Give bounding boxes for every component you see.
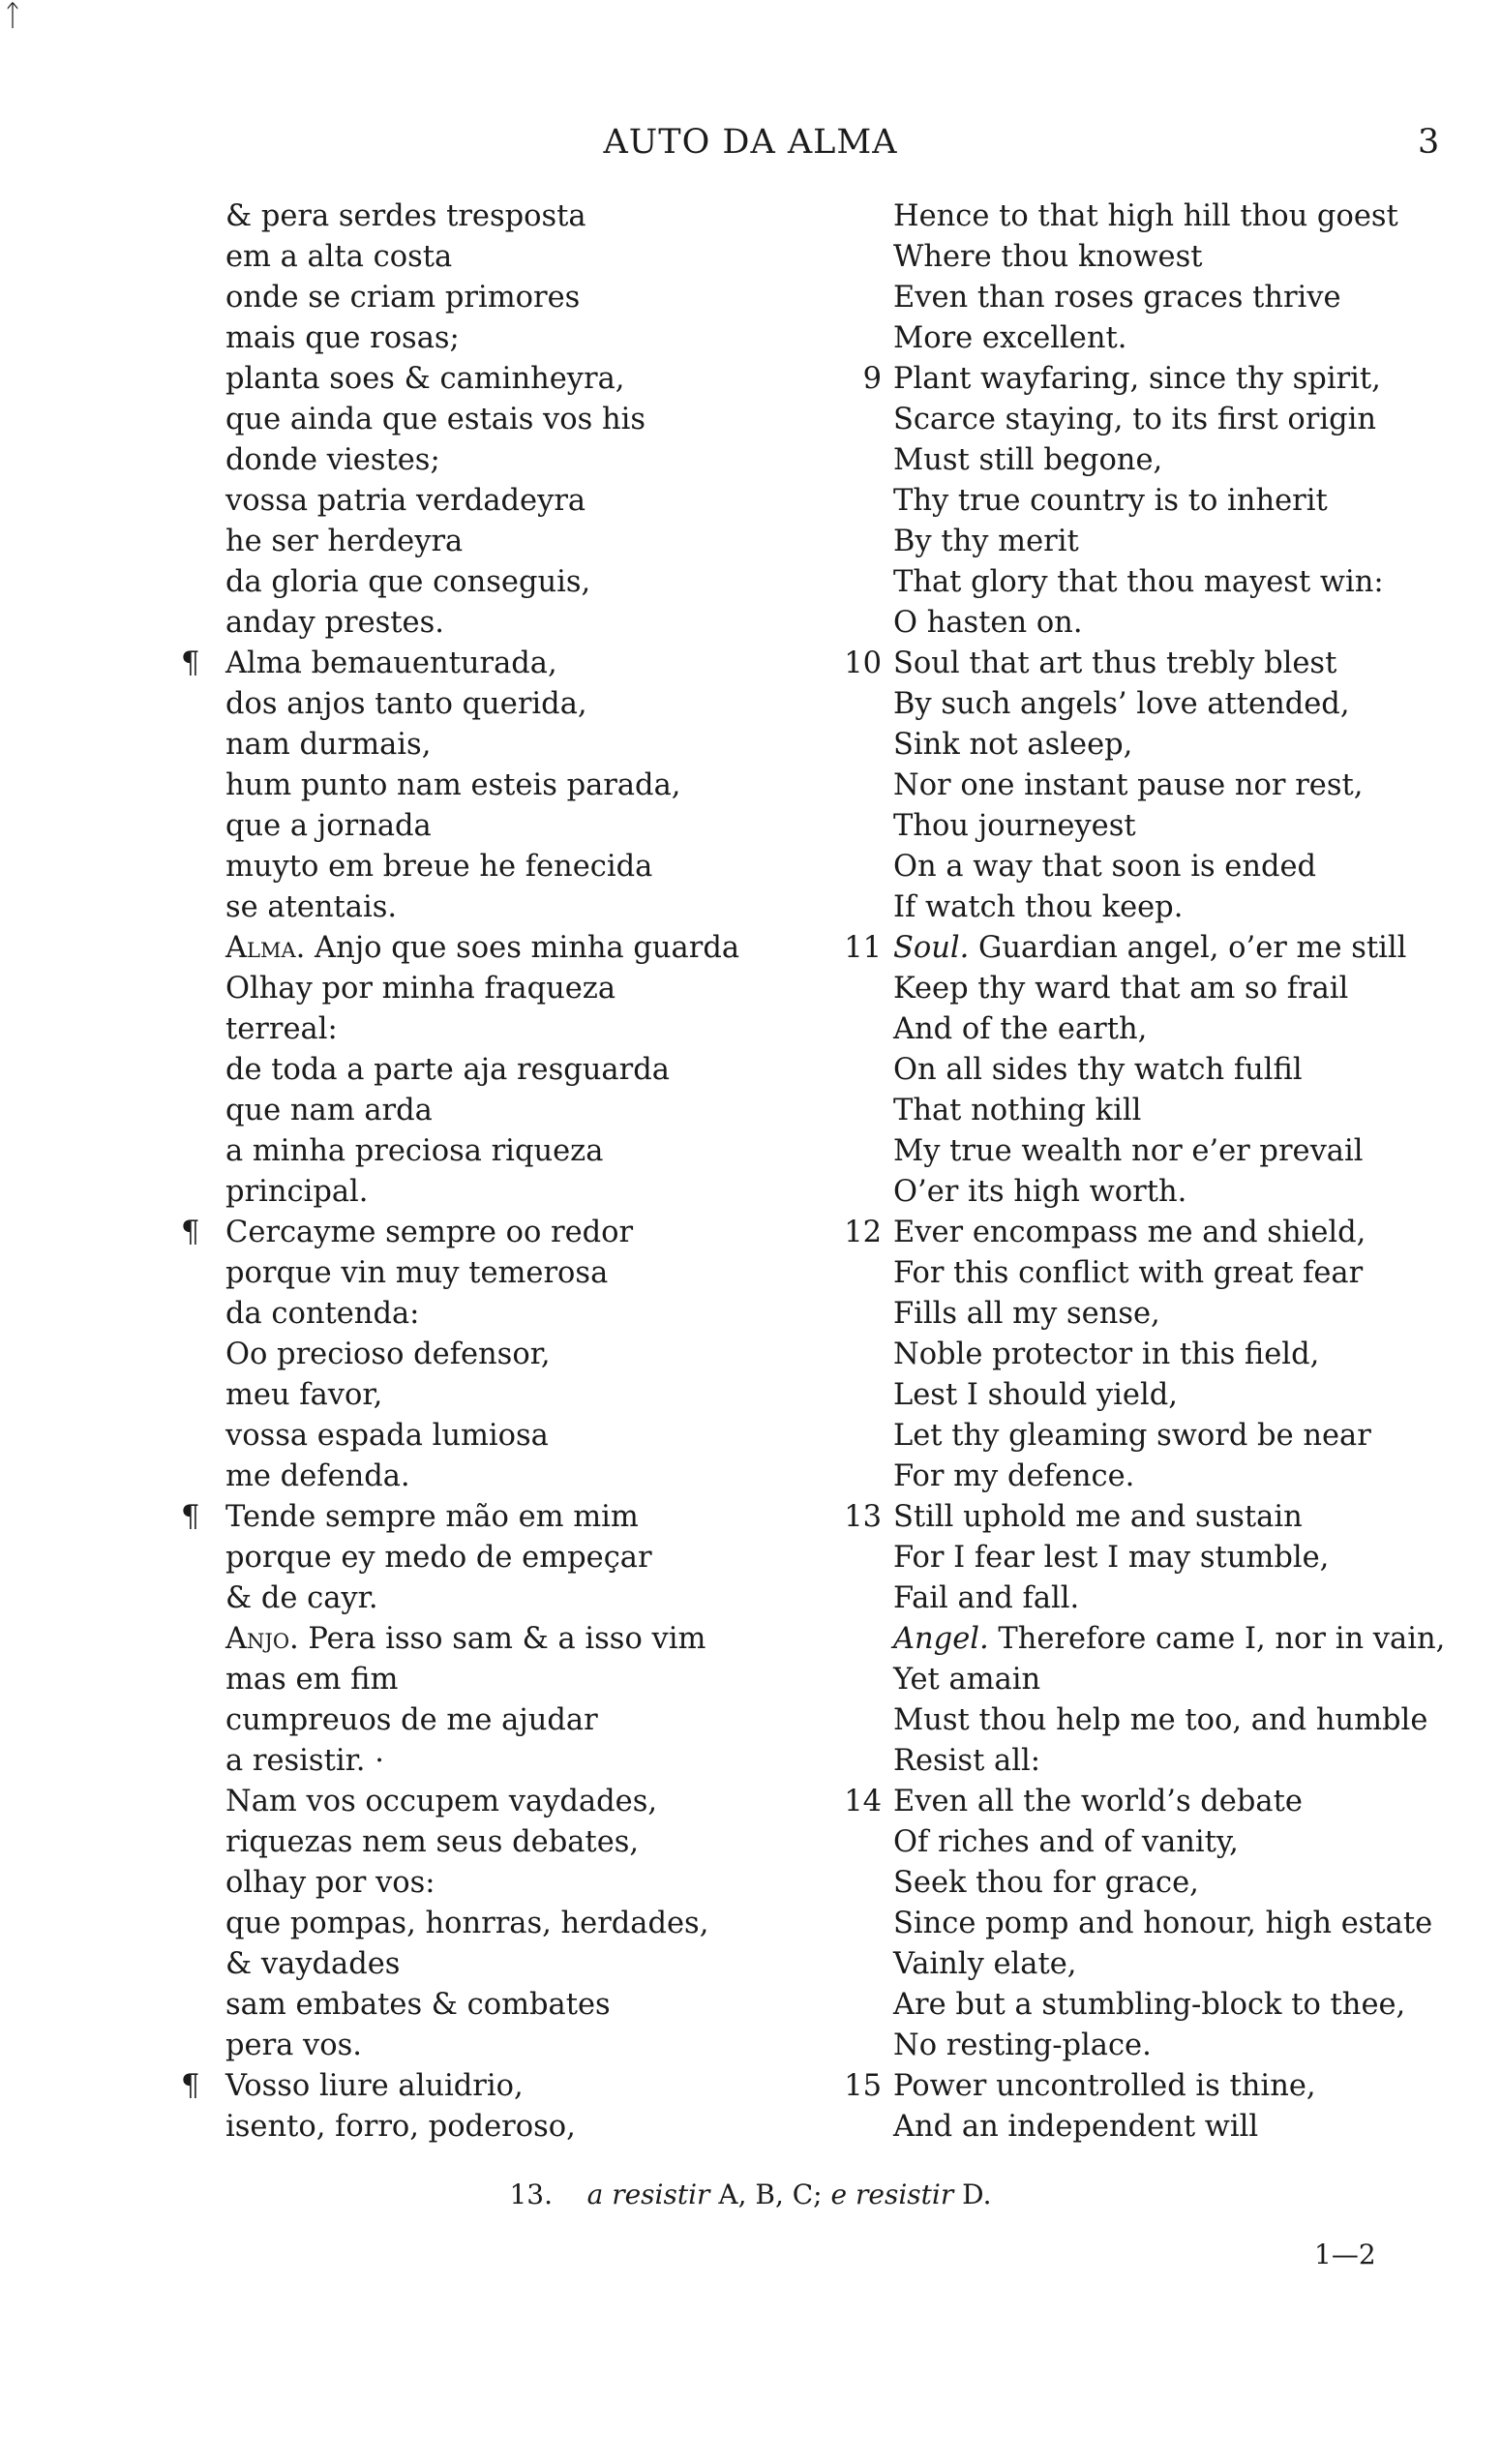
verse-text: pera vos.	[225, 2028, 362, 2062]
verse-text: For this conflict with great fear	[893, 1256, 1364, 1290]
verse-text: Must thou help me too, and humble	[893, 1703, 1428, 1737]
verse-text: principal.	[225, 1175, 369, 1209]
stanza-number: 12	[844, 1216, 882, 1249]
verse-line	[169, 928, 798, 969]
verse-text: Since pomp and honour, high estate	[893, 1907, 1433, 1940]
verse-line	[827, 1700, 1486, 1741]
verse-line	[827, 1050, 1486, 1091]
verse-line	[827, 1944, 1486, 1985]
verse-text: me defenda.	[225, 1459, 410, 1493]
verse-line	[169, 1050, 798, 1091]
verse-line	[169, 1782, 798, 1822]
verse-text: dos anjos tanto querida,	[225, 687, 587, 721]
verse-line	[169, 1335, 798, 1375]
verse-text: hum punto nam esteis parada,	[225, 768, 681, 802]
verse-text: donde viestes;	[225, 443, 440, 477]
verse-text: Seek thou for grace,	[893, 1866, 1199, 1900]
verse-text: Scarce staying, to its first origin	[893, 403, 1377, 436]
verse-line	[169, 1091, 798, 1131]
verse-line	[169, 1863, 798, 1904]
verse-line	[169, 1741, 798, 1782]
verse-text: meu favor,	[225, 1378, 383, 1412]
verse-line	[169, 278, 798, 318]
page-number: 3	[1418, 123, 1440, 162]
verse-text: Noble protector in this field,	[893, 1337, 1320, 1371]
verse-line	[169, 1172, 798, 1213]
verse-text: Power uncontrolled is thine,	[893, 2069, 1316, 2103]
verse-line	[827, 481, 1486, 522]
footnote-reading-a: a resistir	[586, 2179, 710, 2210]
textual-footnote	[0, 2176, 1501, 2214]
verse-text: Hence to that high hill thou goest	[893, 199, 1398, 233]
verse-line	[169, 1457, 798, 1497]
verse-text: olhay por vos:	[225, 1866, 435, 1900]
verse-text: Tende sempre mão em mim	[225, 1500, 639, 1534]
verse-line	[827, 1335, 1486, 1375]
verse-text: planta soes & caminheyra,	[225, 362, 625, 396]
verse-line	[827, 1782, 1486, 1822]
verse-line	[827, 928, 1486, 969]
verse-line	[169, 1660, 798, 1700]
verse-line	[169, 806, 798, 847]
verse-line	[169, 2107, 798, 2148]
verse-text: porque vin muy temerosa	[225, 1256, 609, 1290]
verse-line	[827, 2066, 1486, 2107]
footnote-sources-b: D.	[962, 2179, 992, 2210]
verse-text: Where thou knowest	[893, 240, 1203, 274]
verse-text: Yet amain	[893, 1663, 1041, 1697]
verse-line	[827, 1660, 1486, 1700]
verse-text: Cercayme sempre oo redor	[225, 1216, 634, 1249]
verse-line	[169, 440, 798, 481]
verse-line	[827, 806, 1486, 847]
verse-line	[827, 847, 1486, 887]
verse-text: vossa espada lumiosa	[225, 1419, 549, 1453]
verse-line	[827, 1172, 1486, 1213]
verse-text: em a alta costa	[225, 240, 453, 274]
verse-line	[827, 1457, 1486, 1497]
verse-line	[827, 196, 1486, 237]
verse-text: Pera isso sam & a isso vim	[298, 1622, 706, 1656]
verse-line	[827, 684, 1486, 725]
verse-line	[169, 1985, 798, 2026]
verse-line	[169, 562, 798, 603]
verse-line	[169, 1578, 798, 1619]
verse-line	[169, 1538, 798, 1578]
verse-text: nam durmais,	[225, 728, 432, 762]
verse-text: Thy true country is to inherit	[893, 484, 1328, 518]
verse-text: da gloria que conseguis,	[225, 565, 591, 599]
verse-line	[169, 847, 798, 887]
signature-mark: 1—2	[1314, 2239, 1376, 2270]
verse-text: & vaydades	[225, 1947, 401, 1981]
verse-line	[827, 1009, 1486, 1050]
verse-line	[827, 1375, 1486, 1416]
verse-line	[827, 237, 1486, 278]
verse-line	[827, 1578, 1486, 1619]
verse-line	[169, 1497, 798, 1538]
footnote-line-number: 13.	[509, 2179, 553, 2210]
verse-text: On all sides thy watch fulfil	[893, 1053, 1303, 1087]
verse-line	[169, 1944, 798, 1985]
verse-line	[827, 440, 1486, 481]
verse-text: isento, forro, poderoso,	[225, 2110, 576, 2144]
verse-line	[169, 684, 798, 725]
verse-text: Fills all my sense,	[893, 1297, 1160, 1331]
verse-line	[169, 725, 798, 766]
verse-text: a minha preciosa riqueza	[225, 1134, 604, 1168]
footnote-reading-b: e resistir	[830, 2179, 954, 2210]
verse-line	[827, 278, 1486, 318]
stanza-number: 15	[844, 2069, 882, 2103]
verse-line	[827, 1253, 1486, 1294]
verse-line	[169, 603, 798, 644]
verse-line	[827, 1213, 1486, 1253]
verse-line	[827, 2107, 1486, 2148]
verse-text: que a jornada	[225, 809, 432, 843]
verse-line	[827, 766, 1486, 806]
verse-text: cumpreuos de me ajudar	[225, 1703, 598, 1737]
verse-text: Let thy gleaming sword be near	[893, 1419, 1371, 1453]
verse-line	[827, 644, 1486, 684]
verse-text: Keep thy ward that am so frail	[893, 972, 1349, 1006]
verse-text: My true wealth nor e’er prevail	[893, 1134, 1364, 1168]
verse-line	[169, 1822, 798, 1863]
verse-text: mais que rosas;	[225, 321, 460, 355]
verse-text: se atentais.	[225, 890, 398, 924]
verse-text: Guardian angel, o’er me still	[969, 931, 1407, 965]
verse-line	[169, 1294, 798, 1335]
stanza-number: 10	[844, 646, 882, 680]
stanza-number: 11	[844, 931, 882, 965]
verse-text: Still uphold me and sustain	[893, 1500, 1303, 1534]
running-head: AUTO DA ALMA	[603, 123, 898, 162]
stanza-number: 9	[862, 362, 882, 396]
verse-line	[827, 1619, 1486, 1660]
verse-text: da contenda:	[225, 1297, 420, 1331]
verse-text: Oo precioso defensor,	[225, 1337, 551, 1371]
verse-line	[169, 400, 798, 440]
verse-line	[169, 1009, 798, 1050]
verse-text: onde se criam primores	[225, 281, 581, 315]
pilcrow-mark: ¶	[181, 2069, 200, 2103]
stanza-number: 13	[844, 1500, 882, 1534]
corner-mark: ᛏ	[4, 0, 21, 33]
verse-line	[169, 1416, 798, 1457]
verse-line	[827, 603, 1486, 644]
stanza-number: 14	[844, 1785, 882, 1818]
verse-text: & de cayr.	[225, 1581, 378, 1615]
verse-text: Therefore came I, nor in vain,	[988, 1622, 1446, 1656]
speaker-name: Soul.	[893, 931, 970, 965]
verse-text: terreal:	[225, 1012, 338, 1046]
speaker-name: Angel.	[893, 1622, 989, 1656]
verse-text: Sink not asleep,	[893, 728, 1133, 762]
verse-line	[827, 1985, 1486, 2026]
verse-text: O hasten on.	[893, 606, 1083, 640]
verse-line	[827, 725, 1486, 766]
verse-text: For my defence.	[893, 1459, 1135, 1493]
verse-line	[827, 359, 1486, 400]
verse-line	[827, 1131, 1486, 1172]
verse-line	[827, 887, 1486, 928]
verse-line	[827, 1538, 1486, 1578]
verse-line	[827, 1294, 1486, 1335]
verse-text: Soul that art thus trebly blest	[893, 646, 1337, 680]
verse-text: muyto em breue he fenecida	[225, 850, 653, 884]
verse-line	[169, 237, 798, 278]
verse-text: riquezas nem seus debates,	[225, 1825, 640, 1859]
verse-line	[827, 400, 1486, 440]
verse-text: And an independent will	[893, 2110, 1259, 2144]
verse-line	[169, 359, 798, 400]
verse-text: Even than roses graces thrive	[893, 281, 1341, 315]
verse-text: que pompas, honrras, herdades,	[225, 1907, 709, 1940]
verse-text: Are but a stumbling-block to thee,	[893, 1988, 1406, 2022]
verse-line	[827, 1741, 1486, 1782]
verse-line	[169, 2026, 798, 2066]
verse-text: Nam vos occupem vaydades,	[225, 1785, 658, 1818]
pilcrow-mark: ¶	[181, 1500, 200, 1534]
speaker-name: Alma.	[225, 931, 306, 965]
verse-line	[169, 481, 798, 522]
verse-line	[827, 1863, 1486, 1904]
verse-line	[169, 766, 798, 806]
verse-line	[169, 1253, 798, 1294]
verse-line	[169, 2066, 798, 2107]
verse-text: anday prestes.	[225, 606, 444, 640]
verse-line	[827, 1497, 1486, 1538]
verse-line	[169, 1213, 798, 1253]
verse-line	[169, 1700, 798, 1741]
verse-line	[827, 318, 1486, 359]
verse-text: By thy merit	[893, 525, 1079, 558]
verse-line	[827, 1904, 1486, 1944]
verse-text: Nor one instant pause nor rest,	[893, 768, 1364, 802]
verse-text: Anjo que soes minha guarda	[305, 931, 740, 965]
verse-line	[169, 1619, 798, 1660]
portuguese-text-column	[169, 196, 798, 2148]
verse-line	[169, 522, 798, 562]
verse-text: That glory that thou mayest win:	[893, 565, 1384, 599]
verse-text: porque ey medo de empeçar	[225, 1541, 652, 1575]
verse-text: Even all the world’s debate	[893, 1785, 1303, 1818]
verse-line	[169, 1375, 798, 1416]
verse-text: he ser herdeyra	[225, 525, 464, 558]
verse-line	[169, 969, 798, 1009]
verse-text: On a way that soon is ended	[893, 850, 1317, 884]
footnote-sources-a: A, B, C;	[718, 2179, 823, 2210]
verse-text: & pera serdes tresposta	[225, 199, 586, 233]
verse-text: vossa patria verdadeyra	[225, 484, 586, 518]
verse-text: mas em fim	[225, 1663, 399, 1697]
verse-text: sam embates & combates	[225, 1988, 611, 2022]
verse-text: O’er its high worth.	[893, 1175, 1187, 1209]
verse-line	[827, 1822, 1486, 1863]
verse-text: By such angels’ love attended,	[893, 687, 1350, 721]
verse-line	[169, 196, 798, 237]
verse-text: a resistir. ·	[225, 1744, 384, 1778]
verse-line	[827, 2026, 1486, 2066]
pilcrow-mark: ¶	[181, 1216, 200, 1249]
verse-text: Olhay por minha fraqueza	[225, 972, 616, 1006]
verse-text: Plant wayfaring, since thy spirit,	[893, 362, 1381, 396]
verse-text: Vainly elate,	[893, 1947, 1077, 1981]
verse-text: Ever encompass me and shield,	[893, 1216, 1366, 1249]
verse-text: de toda a parte aja resguarda	[225, 1053, 670, 1087]
verse-text: Thou journeyest	[893, 809, 1136, 843]
verse-line	[827, 1416, 1486, 1457]
verse-text: Vosso liure aluidrio,	[225, 2069, 524, 2103]
pilcrow-mark: ¶	[181, 646, 200, 680]
speaker-name: Anjo.	[225, 1622, 299, 1656]
verse-text: Resist all:	[893, 1744, 1040, 1778]
verse-text: No resting-place.	[893, 2028, 1152, 2062]
verse-text: Of riches and of vanity,	[893, 1825, 1239, 1859]
english-translation-column	[827, 196, 1486, 2148]
verse-line	[827, 522, 1486, 562]
verse-text: If watch thou keep.	[893, 890, 1184, 924]
verse-line	[169, 644, 798, 684]
verse-line	[827, 562, 1486, 603]
verse-line	[827, 1091, 1486, 1131]
verse-text: que nam arda	[225, 1094, 433, 1127]
verse-line	[169, 1904, 798, 1944]
verse-text: Fail and fall.	[893, 1581, 1080, 1615]
verse-text: And of the earth,	[893, 1012, 1148, 1046]
verse-text: More excellent.	[893, 321, 1127, 355]
verse-text: Alma bemauenturada,	[225, 646, 557, 680]
verse-line	[827, 969, 1486, 1009]
verse-line	[169, 318, 798, 359]
verse-line	[169, 887, 798, 928]
verse-text: Must still begone,	[893, 443, 1163, 477]
verse-text: For I fear lest I may stumble,	[893, 1541, 1330, 1575]
verse-line	[169, 1131, 798, 1172]
verse-text: que ainda que estais vos his	[225, 403, 646, 436]
verse-text: Lest I should yield,	[893, 1378, 1178, 1412]
verse-text: That nothing kill	[893, 1094, 1142, 1127]
